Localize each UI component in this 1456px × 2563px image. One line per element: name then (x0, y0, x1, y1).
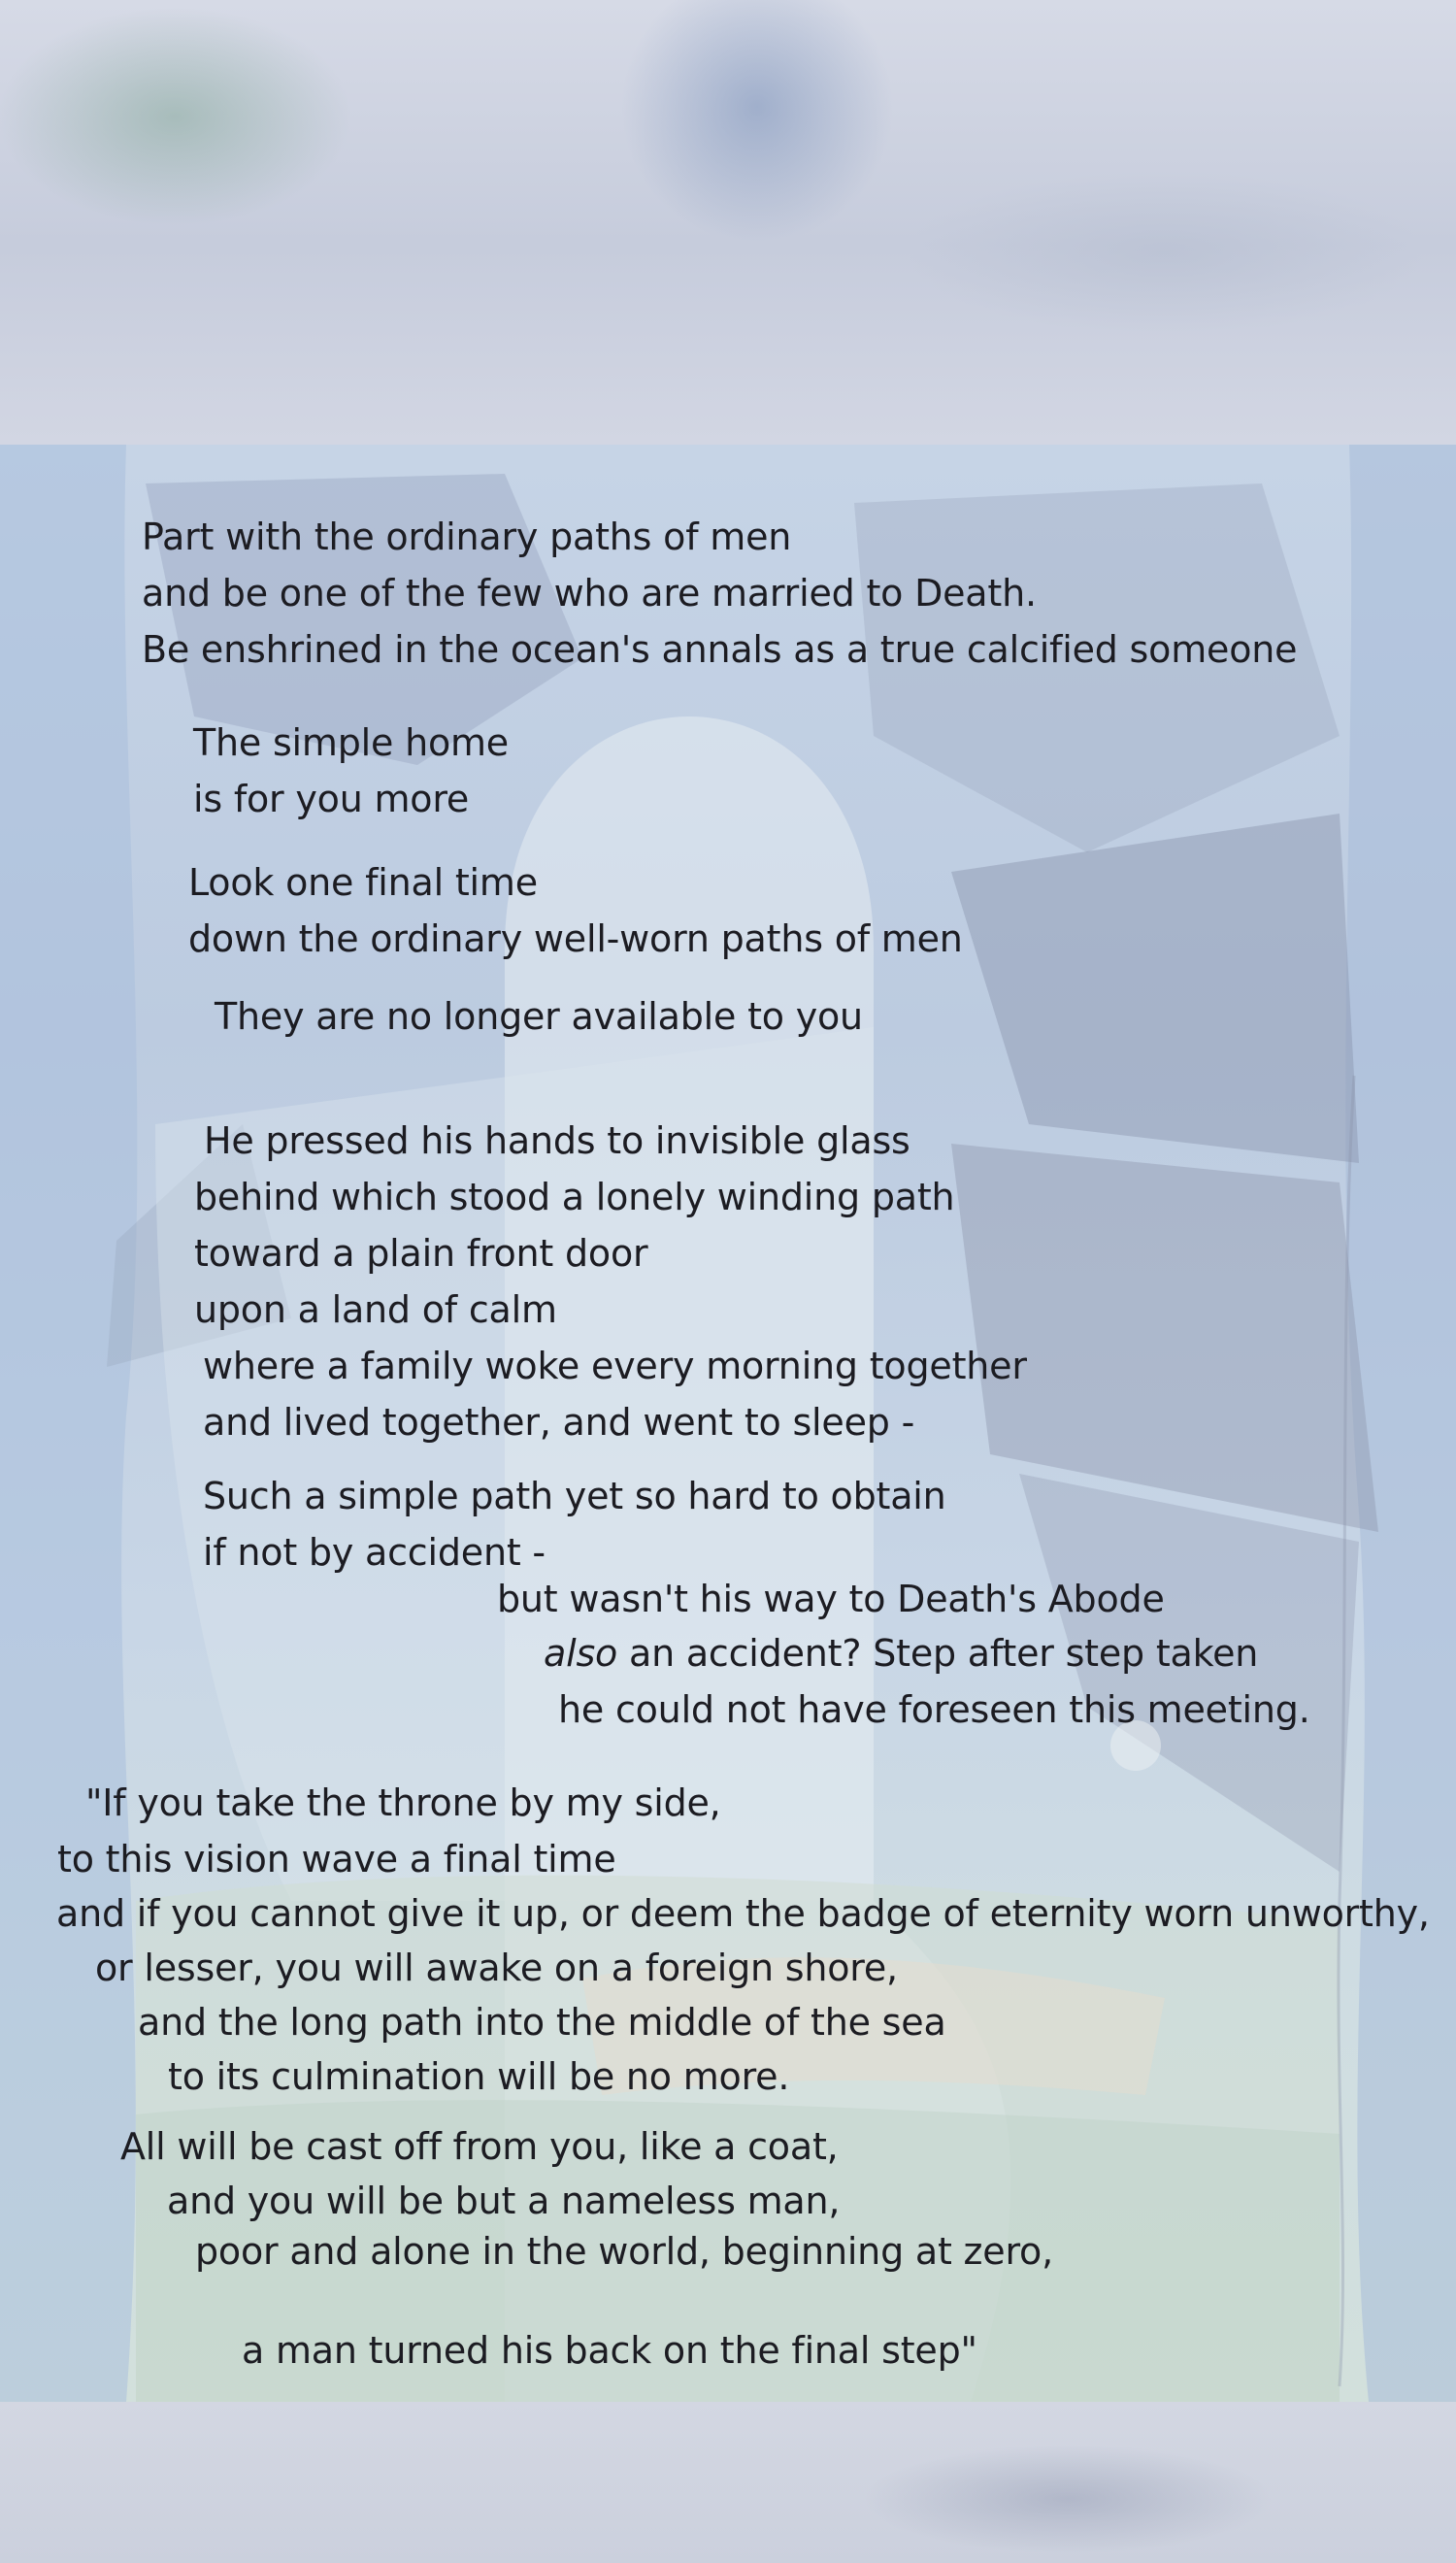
poem-line: He pressed his hands to invisible glass (204, 1119, 910, 1162)
poem-line: but wasn't his way to Death's Abode (497, 1578, 1165, 1620)
poem-line: Part with the ordinary paths of men (142, 516, 792, 558)
poem-line: Be enshrined in the ocean's annals as a true calcified someone (142, 628, 1298, 671)
poem-line-rest: an accident? Step after step taken (628, 1632, 1259, 1675)
poem-line: or lesser, you will awake on a foreign shore, (95, 1947, 898, 1989)
poem-line: toward a plain front door (194, 1232, 648, 1275)
bottom-background-band (0, 2402, 1456, 2563)
poem-line: to this vision wave a final time (57, 1838, 616, 1881)
poem-line: is for you more (193, 778, 470, 820)
poem-line: All will be cast off from you, like a coat, (120, 2125, 839, 2168)
poem-line: to its culmination will be no more. (168, 2055, 790, 2098)
poem-line: he could not have foreseen this meeting. (558, 1688, 1310, 1731)
poem-line: The simple home (193, 721, 509, 764)
poem-line: and lived together, and went to sleep - (203, 1401, 915, 1444)
poem-closing-line: a man turned his back on the final step" (242, 2329, 977, 2372)
poem-italic-word: also (544, 1632, 618, 1675)
poem-line: Look one final time (188, 861, 538, 904)
poem-line: poor and alone in the world, beginning at zero, (195, 2230, 1053, 2273)
poem-line: They are no longer available to you (215, 995, 863, 1038)
poem-line (544, 1631, 1258, 1676)
top-background-band (0, 0, 1456, 445)
poem-line: if not by accident - (203, 1531, 546, 1574)
poem-line: and be one of the few who are married to Death. (142, 572, 1037, 615)
poem-line: down the ordinary well-worn paths of men (188, 917, 963, 960)
poem-line: "If you take the throne by my side, (85, 1781, 721, 1824)
poem-line: upon a land of calm (194, 1288, 557, 1331)
poem-line: Such a simple path yet so hard to obtain (203, 1475, 946, 1517)
poem-line: behind which stood a lonely winding path (194, 1176, 955, 1218)
poem-line: and if you cannot give it up, or deem the badge of eternity worn unworthy, (56, 1892, 1430, 1935)
poem-line: and the long path into the middle of the sea (138, 2001, 946, 2044)
poem-line: and you will be but a nameless man, (167, 2180, 841, 2222)
poem-line: where a family woke every morning together (203, 1345, 1027, 1387)
